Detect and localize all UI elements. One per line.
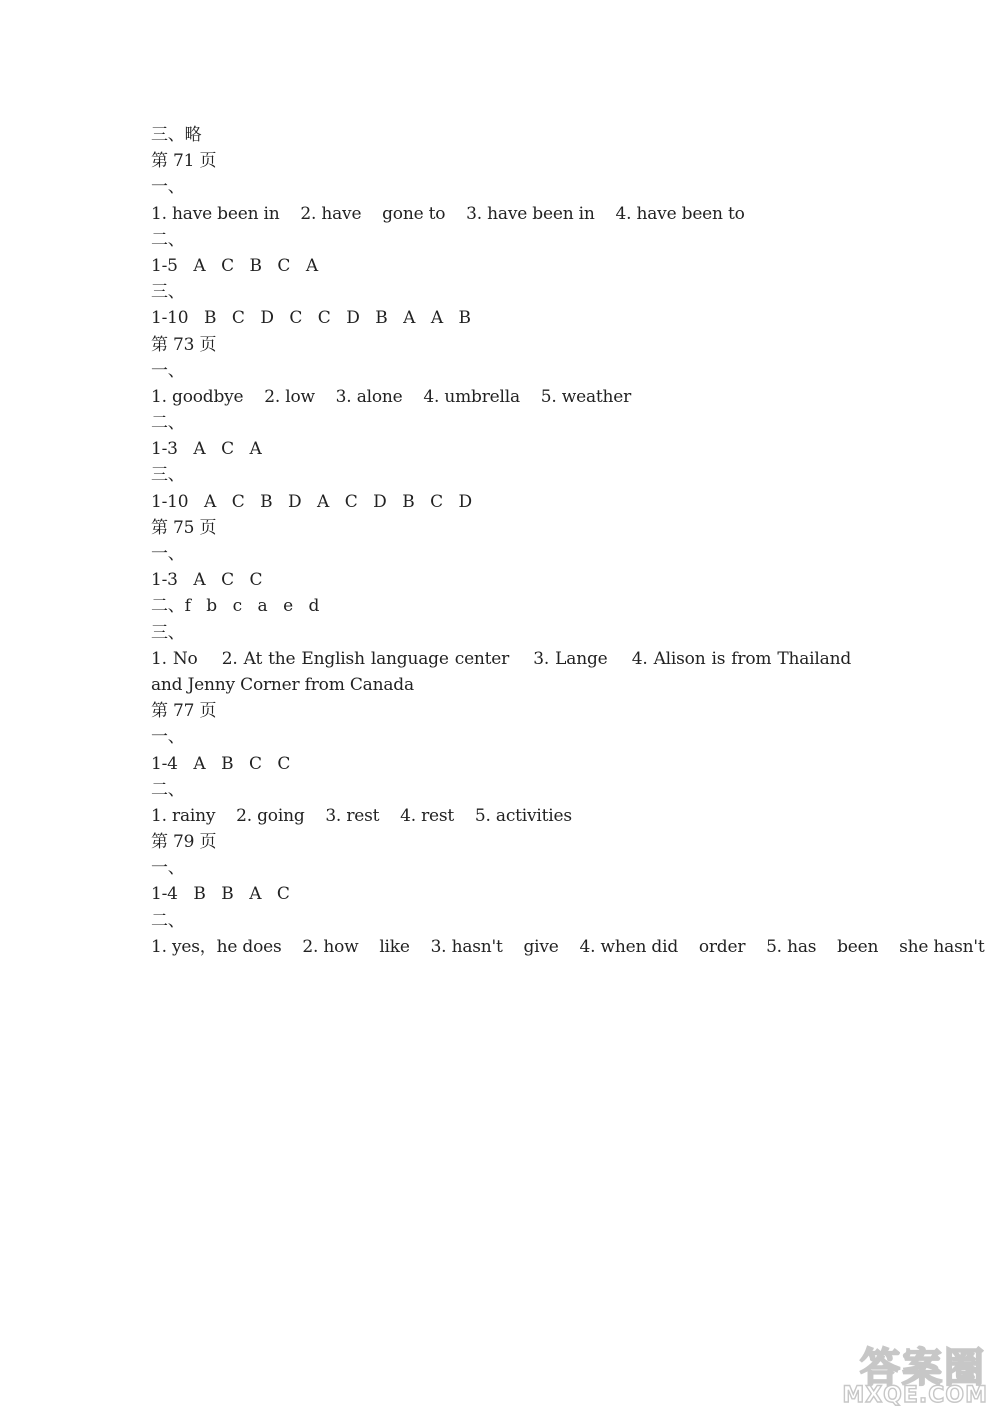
answer-line: 1-3 A C C <box>151 570 263 591</box>
section-heading: 一、 <box>151 177 185 198</box>
section-heading: 三、 <box>151 622 185 643</box>
answer-line: 1-10 A C B D A C D B C D <box>151 491 472 512</box>
watermark-url: MXQE.COM <box>842 1383 988 1408</box>
answer-line: 1-3 A C A <box>151 439 262 460</box>
page-heading-75: 第 75 页 <box>151 517 217 538</box>
section-heading: 二、 <box>151 229 185 250</box>
page-heading-79: 第 79 页 <box>151 832 217 853</box>
section-heading: 二、 <box>151 910 185 931</box>
watermark-text: 答案圈 <box>860 1345 986 1391</box>
page-heading-77: 第 77 页 <box>151 701 217 722</box>
section-heading: 二、 <box>151 413 185 434</box>
section-heading: 一、 <box>151 544 185 564</box>
section-heading: 二、 <box>151 779 185 800</box>
watermark-logo <box>824 1336 992 1408</box>
section-heading: 三、 <box>151 282 185 303</box>
page-heading-73: 第 73 页 <box>151 334 217 355</box>
answer-line: 1. goodbye 2. low 3. alone 4. umbrella 5. weather <box>151 386 632 407</box>
answer-paragraph: 1. No 2. At the English language center 3. Lange 4. Alison is from Thailand and Jenny Corner from Canada <box>151 648 857 695</box>
section-heading: 一、 <box>151 360 185 381</box>
answer-line: 1. have been in 2. have gone to 3. have been in 4. have been to <box>151 203 745 224</box>
answer-line: 1-4 B B A C <box>151 884 290 905</box>
page-heading-71: 第 71 页 <box>151 151 217 172</box>
answer-line: 二、f b c a e d <box>151 596 320 617</box>
section-heading: 一、 <box>151 858 185 879</box>
answer-line: 1. yes，he does 2. how like 3. hasn't give 4. when did order 5. has been she hasn't <box>151 936 985 957</box>
answer-document <box>151 122 985 960</box>
section-heading-3-omitted: 三、略 <box>151 125 202 145</box>
answer-line: 1-4 A B C C <box>151 753 291 774</box>
section-heading: 三、 <box>151 465 185 486</box>
answer-line: 1-5 A C B C A <box>151 255 318 276</box>
answer-line: 1-10 B C D C C D B A A B <box>151 308 471 329</box>
section-heading: 一、 <box>151 727 185 748</box>
answer-line: 1. rainy 2. going 3. rest 4. rest 5. activities <box>151 805 572 826</box>
